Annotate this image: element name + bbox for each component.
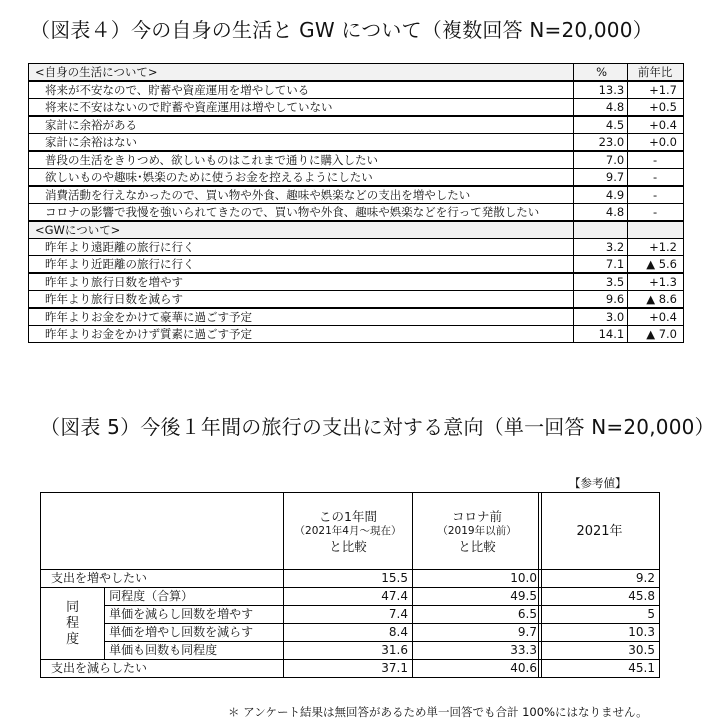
row-yoy: +0.4	[628, 116, 684, 134]
row-label: 昨年より近距離の旅行に行く	[29, 256, 574, 274]
row-value-past-year: 31.6	[284, 642, 413, 660]
table-row	[29, 204, 684, 222]
reference-value: 30.5	[539, 642, 660, 660]
table-row	[41, 570, 542, 588]
lifestyle-gw-table	[28, 63, 684, 343]
table-row	[539, 570, 660, 588]
row-value-pre-covid: 9.7	[413, 624, 542, 642]
row-label: 支出を増やしたい	[41, 570, 284, 588]
row-yoy: -	[628, 186, 684, 204]
table-row	[29, 239, 684, 256]
row-value-pre-covid: 33.3	[413, 642, 542, 660]
row-label: 昨年よりお金をかけず質素に過ごす予定	[29, 326, 574, 343]
table-row	[29, 256, 684, 274]
row-value-past-year: 37.1	[284, 660, 413, 678]
row-yoy: ▲ 7.0	[628, 326, 684, 343]
row-value-pre-covid: 40.6	[413, 660, 542, 678]
table-row	[41, 660, 542, 678]
row-pct: 3.0	[574, 308, 628, 326]
row-yoy: +1.7	[628, 81, 684, 99]
row-label: 同程度（合算）	[105, 588, 284, 606]
row-label: 単価を増やし回数を減らす	[105, 624, 284, 642]
row-value-past-year: 8.4	[284, 624, 413, 642]
row-pct: 9.7	[574, 169, 628, 187]
row-yoy: +0.0	[628, 134, 684, 152]
row-value-past-year: 15.5	[284, 570, 413, 588]
row-label: 消費活動を行えなかったので、買い物や外食、趣味や娯楽などの支出を増やしたい	[29, 186, 574, 204]
table-row	[29, 186, 684, 204]
section-header: <GWについて>	[29, 221, 574, 239]
row-label: 昨年より旅行日数を減らす	[29, 291, 574, 309]
row-label: 普段の生活をきりつめ、欲しいものはこれまで通りに購入したい	[29, 151, 574, 169]
column-header-pre-covid: コロナ前 （2019年以前） と比較	[413, 493, 542, 570]
table-row	[29, 291, 684, 309]
row-value-past-year: 47.4	[284, 588, 413, 606]
table-row	[29, 99, 684, 117]
row-label: コロナの影響で我慢を強いられてきたので、買い物や外食、趣味や娯楽などを行って発散したい	[29, 204, 574, 222]
reference-value: 9.2	[539, 570, 660, 588]
row-yoy: +0.4	[628, 308, 684, 326]
row-label: 昨年よりお金をかけて豪華に過ごす予定	[29, 308, 574, 326]
row-yoy: -	[628, 169, 684, 187]
table-row	[539, 606, 660, 624]
row-pct: 4.8	[574, 204, 628, 222]
row-yoy: -	[628, 204, 684, 222]
table5-title: （図表 5）今後１年間の旅行の支出に対する意向（単一回答 N=20,000）	[40, 415, 715, 439]
table-row	[539, 588, 660, 606]
row-label: 将来が不安なので、貯蓄や資産運用を増やしている	[29, 81, 574, 99]
row-pct: 3.5	[574, 273, 628, 291]
row-yoy: -	[628, 151, 684, 169]
column-header-past-year: この1年間 （2021年4月～現在） と比較	[284, 493, 413, 570]
row-pct: 4.8	[574, 99, 628, 117]
table-row	[539, 642, 660, 660]
reference-table	[538, 492, 660, 678]
header-row	[41, 493, 542, 570]
row-yoy: ▲ 5.6	[628, 256, 684, 274]
row-label: 欲しいものや趣味･娯楽のために使うお金を控えるようにしたい	[29, 169, 574, 187]
section-header-row	[29, 64, 684, 82]
table-row	[29, 308, 684, 326]
row-label: 単価を減らし回数を増やす	[105, 606, 284, 624]
row-pct: 13.3	[574, 81, 628, 99]
row-label: 将来に不安はないので貯蓄や資産運用は増やしていない	[29, 99, 574, 117]
table-row	[29, 81, 684, 99]
column-header-yoy: 前年比	[628, 64, 684, 82]
table-row	[29, 169, 684, 187]
section-header-row	[29, 221, 684, 239]
travel-spending-table	[40, 492, 542, 678]
row-pct: 14.1	[574, 326, 628, 343]
group-label: 同程度	[41, 588, 105, 660]
corner-cell	[41, 493, 284, 570]
table-row	[29, 116, 684, 134]
row-pct: 4.9	[574, 186, 628, 204]
row-pct: 3.2	[574, 239, 628, 256]
reference-value: 45.8	[539, 588, 660, 606]
reference-value: 5	[539, 606, 660, 624]
table-row	[539, 624, 660, 642]
row-value-pre-covid: 6.5	[413, 606, 542, 624]
table-row	[29, 134, 684, 152]
row-label: 支出を減らしたい	[41, 660, 284, 678]
row-pct: 4.5	[574, 116, 628, 134]
row-pct: 7.1	[574, 256, 628, 274]
row-yoy: +1.2	[628, 239, 684, 256]
row-value-past-year: 7.4	[284, 606, 413, 624]
column-header-2021: 2021年	[539, 493, 660, 570]
row-yoy: ▲ 8.6	[628, 291, 684, 309]
row-pct: 23.0	[574, 134, 628, 152]
row-label: 単価も回数も同程度	[105, 642, 284, 660]
table-row	[41, 642, 542, 660]
section-header: <自身の生活について>	[29, 64, 574, 82]
reference-caption: 【参考値】	[569, 476, 627, 490]
header-row	[539, 493, 660, 570]
table-row	[29, 326, 684, 343]
table-row	[41, 588, 542, 606]
row-pct: 9.6	[574, 291, 628, 309]
footnote: ＊ アンケート結果は無回答があるため単一回答でも合計 100%にはなりません。	[228, 705, 648, 719]
reference-value: 45.1	[539, 660, 660, 678]
row-label: 昨年より遠距離の旅行に行く	[29, 239, 574, 256]
row-value-pre-covid: 10.0	[413, 570, 542, 588]
table-row	[41, 624, 542, 642]
table-row	[29, 151, 684, 169]
table4-title: （図表４）今の自身の生活と GW について（複数回答 N=20,000）	[30, 18, 653, 42]
row-yoy: +1.3	[628, 273, 684, 291]
row-yoy: +0.5	[628, 99, 684, 117]
column-header-pct: %	[574, 64, 628, 82]
row-label: 家計に余裕はない	[29, 134, 574, 152]
row-value-pre-covid: 49.5	[413, 588, 542, 606]
table-row	[41, 606, 542, 624]
table-row	[29, 273, 684, 291]
row-label: 昨年より旅行日数を増やす	[29, 273, 574, 291]
row-pct: 7.0	[574, 151, 628, 169]
table-row	[539, 660, 660, 678]
row-label: 家計に余裕がある	[29, 116, 574, 134]
reference-value: 10.3	[539, 624, 660, 642]
